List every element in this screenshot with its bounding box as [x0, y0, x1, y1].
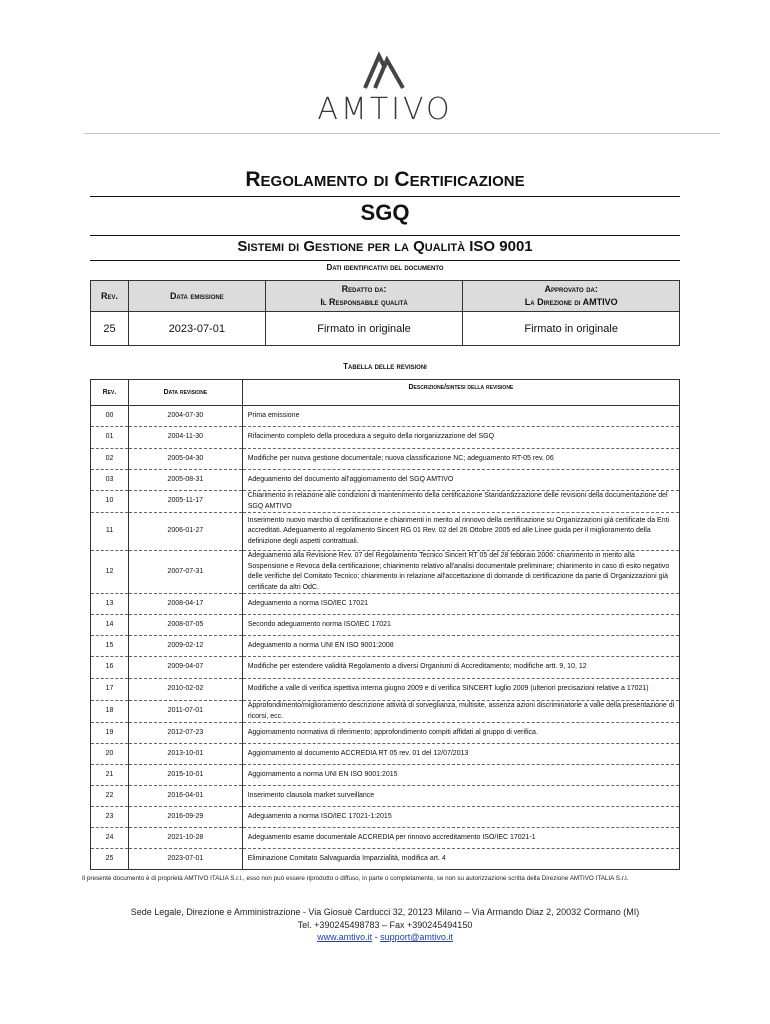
- revision-date: 2016-04-01: [128, 786, 242, 807]
- document-subtitle: Sistemi di Gestione per la Qualità ISO 9001: [237, 238, 533, 255]
- revision-date: 2007-07-31: [128, 551, 242, 594]
- revision-date: 2006-01-27: [128, 513, 242, 551]
- id-header-approved-line2: La Direzione di AMTIVO: [524, 297, 618, 307]
- revision-date: 2012-07-23: [128, 723, 242, 744]
- revision-number: 16: [91, 657, 129, 679]
- revision-number: 02: [91, 449, 129, 470]
- revision-date: 2015-10-01: [128, 765, 242, 786]
- revision-description: Modifiche per nuova gestione documentale; nuova classificazione NC; adeguamento RT-05 rev. 06: [242, 449, 679, 470]
- footer-phone: Tel. +390245498783 – Fax +390245494150: [297, 919, 473, 930]
- revisions-header-row: [91, 380, 680, 406]
- revision-row: [91, 449, 680, 470]
- revision-date: 2009-02-12: [128, 636, 242, 657]
- revision-row: [91, 765, 680, 786]
- revision-number: 22: [91, 786, 129, 807]
- revisions-label: Tabella delle revisioni: [343, 362, 427, 371]
- revision-date: 2005-04-30: [128, 449, 242, 470]
- revision-description: Modifiche per estendere validità Regolamento a diversi Organismi di Accreditamento; modifiche artt. 9, 10, 12: [242, 657, 679, 679]
- revision-row: [91, 679, 680, 701]
- revision-description: Adeguamento a norma ISO/IEC 17021: [242, 594, 679, 615]
- document-code: SGQ: [360, 200, 410, 225]
- id-header-approved: [463, 281, 680, 312]
- revision-row: [91, 701, 680, 723]
- page-footer: [0, 906, 770, 944]
- revision-row: [91, 849, 680, 870]
- id-table-header-row: [91, 281, 680, 312]
- revision-description: Inserimento nuovo marchio di certificazione e chiarimenti in merito al rinnovo della certificazione su Organizzazioni già certificate da Enti accreditati. Adeguamento al regolamento Sincert RG 01 Rev. 02 del 26 Ottobre 2005 ed alle Linee guida per il miglioramento della definizione degli aspetti contrattuali.: [242, 513, 679, 551]
- revision-description: Adeguamento alla Revisione Rev. 07 del Regolamento Tecnico Sincert RT 05 del 28 febbraio 2006: chiarimento in merito alla Sospensione e Revoca della certificazione; chiarimento relativo all'analisi documentale preliminare; chiarimento in caso di esito negativo delle verifiche del Comitato Tecnico; chiarimento in relazione all'accettazione di domande di certificazione da parte di Organizzazioni già certificate da altri OdC.: [242, 551, 679, 594]
- id-value-date: 2023-07-01: [128, 312, 265, 346]
- footer-address: Sede Legale, Direzione e Amministrazione - Via Giosuè Carducci 32, 20123 Milano – Via Armando Diaz 2, 20032 Cormano (MI): [130, 907, 640, 917]
- revision-number: 19: [91, 723, 129, 744]
- revision-row: [91, 807, 680, 828]
- revision-number: 20: [91, 744, 129, 765]
- revision-number: 12: [91, 551, 129, 594]
- revision-number: 25: [91, 849, 129, 870]
- id-value-drafted: Firmato in originale: [265, 312, 463, 346]
- id-header-drafted-line2: Il Responsabile qualità: [320, 297, 408, 307]
- revision-row: [91, 828, 680, 849]
- revision-number: 18: [91, 701, 129, 723]
- code-rule: [90, 235, 680, 236]
- revision-date: 2004-07-30: [128, 406, 242, 427]
- website-link[interactable]: www.amtivo.it: [317, 932, 373, 942]
- revision-date: 2004-11-30: [128, 427, 242, 449]
- revision-description: Aggiornamento al documento ACCREDIA RT 05 rev. 01 del 12/07/2013: [242, 744, 679, 765]
- revision-row: [91, 513, 680, 551]
- revision-row: [91, 723, 680, 744]
- revisions-table: [90, 379, 680, 870]
- id-section-label: Dati identificativi del documento: [326, 263, 444, 272]
- revision-row: [91, 744, 680, 765]
- revision-date: 2021-10-28: [128, 828, 242, 849]
- revision-row: [91, 636, 680, 657]
- revision-description: Adeguamento esame documentale ACCREDIA per rinnovo accreditamento ISO/IEC 17021-1: [242, 828, 679, 849]
- header-divider: [84, 133, 720, 134]
- footer-separator: -: [372, 932, 381, 942]
- revision-row: [91, 427, 680, 449]
- footer-links: [0, 931, 770, 944]
- revision-description: Prima emissione: [242, 406, 679, 427]
- revision-date: 2023-07-01: [128, 849, 242, 870]
- revision-row: [91, 657, 680, 679]
- id-table-value-row: [91, 312, 680, 346]
- rev-header-desc: Descrizione/sintesi della revisione: [242, 380, 679, 406]
- revision-row: [91, 615, 680, 636]
- revision-description: Secondo adeguamento norma ISO/IEC 17021: [242, 615, 679, 636]
- revision-description: Approfondimento/miglioramento descrizione attività di sorveglianza, multisite, assenza azioni discriminatorie a valle della presentazione di ricorsi, ecc.: [242, 701, 679, 723]
- revision-number: 24: [91, 828, 129, 849]
- revision-date: 2016-09-29: [128, 807, 242, 828]
- revision-number: 17: [91, 679, 129, 701]
- revision-number: 21: [91, 765, 129, 786]
- revision-row: [91, 594, 680, 615]
- revision-date: 2005-08-31: [128, 470, 242, 491]
- revision-number: 14: [91, 615, 129, 636]
- revision-date: 2010-02-02: [128, 679, 242, 701]
- revision-number: 01: [91, 427, 129, 449]
- document-title: Regolamento di Certificazione: [245, 168, 525, 191]
- amtivo-mark-icon: [357, 50, 413, 90]
- revision-description: Eliminazione Comitato Salvaguardia Imparzialità, modifica art. 4: [242, 849, 679, 870]
- revision-number: 11: [91, 513, 129, 551]
- disclaimer: Il presente documento è di proprietà AMTIVO ITALIA S.r.l., esso non può essere riprodotto o diffuso, in parte o completamente, se non su autorizzazione scritta della Direzione AMTIVO ITALIA S.r.l.: [82, 875, 629, 882]
- revision-number: 15: [91, 636, 129, 657]
- id-header-date: Data emissione: [128, 281, 265, 312]
- revision-description: Rifacimento completo della procedura a seguito della riorganizzazione del SGQ: [242, 427, 679, 449]
- revision-date: 2008-07-05: [128, 615, 242, 636]
- revision-description: Aggiornamento a norma UNI EN ISO 9001:2015: [242, 765, 679, 786]
- revision-number: 10: [91, 491, 129, 513]
- amtivo-logo: [0, 50, 770, 127]
- email-link[interactable]: support@amtivo.it: [380, 932, 453, 942]
- revision-description: Adeguamento del documento all'aggiornamento del SGQ AMTIVO: [242, 470, 679, 491]
- revision-row: [91, 786, 680, 807]
- id-header-rev: Rev.: [91, 281, 129, 312]
- logo-wordmark: AMTIVO: [317, 92, 453, 127]
- id-header-drafted: [265, 281, 463, 312]
- id-header-approved-line1: Approvato da:: [544, 284, 598, 294]
- revision-number: 00: [91, 406, 129, 427]
- document-id-table: [90, 280, 680, 346]
- revision-number: 03: [91, 470, 129, 491]
- revision-date: 2013-10-01: [128, 744, 242, 765]
- revision-date: 2009-04-07: [128, 657, 242, 679]
- revision-date: 2008-04-17: [128, 594, 242, 615]
- revision-row: [91, 491, 680, 513]
- rev-header-date: Data revisione: [128, 380, 242, 406]
- subtitle-rule: [90, 260, 680, 261]
- revision-description: Inserimento clausola market surveillance: [242, 786, 679, 807]
- revision-date: 2011-07-01: [128, 701, 242, 723]
- revision-description: Adeguamento a norma UNI EN ISO 9001:2008: [242, 636, 679, 657]
- revision-date: 2005-11-17: [128, 491, 242, 513]
- id-value-approved: Firmato in originale: [463, 312, 680, 346]
- id-header-drafted-line1: Redatto da:: [341, 284, 387, 294]
- revision-description: Chiarimento in relazione alle condizioni di mantenimento della certificazione Standardizzazione delle revisioni della documentazione del SGQ AMTIVO: [242, 491, 679, 513]
- revision-row: [91, 406, 680, 427]
- rev-header-rev: Rev.: [91, 380, 129, 406]
- revision-number: 13: [91, 594, 129, 615]
- title-rule: [90, 196, 680, 197]
- revision-row: [91, 551, 680, 594]
- revision-number: 23: [91, 807, 129, 828]
- revision-description: Modifiche a valle di verifica ispettiva interna giugno 2009 e di verifica SINCERT luglio 2009 (ulteriori precisazioni relative a 17021): [242, 679, 679, 701]
- revision-row: [91, 470, 680, 491]
- revision-description: Aggiornamento normativa di riferimento; approfondimento compiti affidati al gruppo di verifica.: [242, 723, 679, 744]
- revision-description: Adeguamento a norma ISO/IEC 17021-1:2015: [242, 807, 679, 828]
- id-value-rev: 25: [91, 312, 129, 346]
